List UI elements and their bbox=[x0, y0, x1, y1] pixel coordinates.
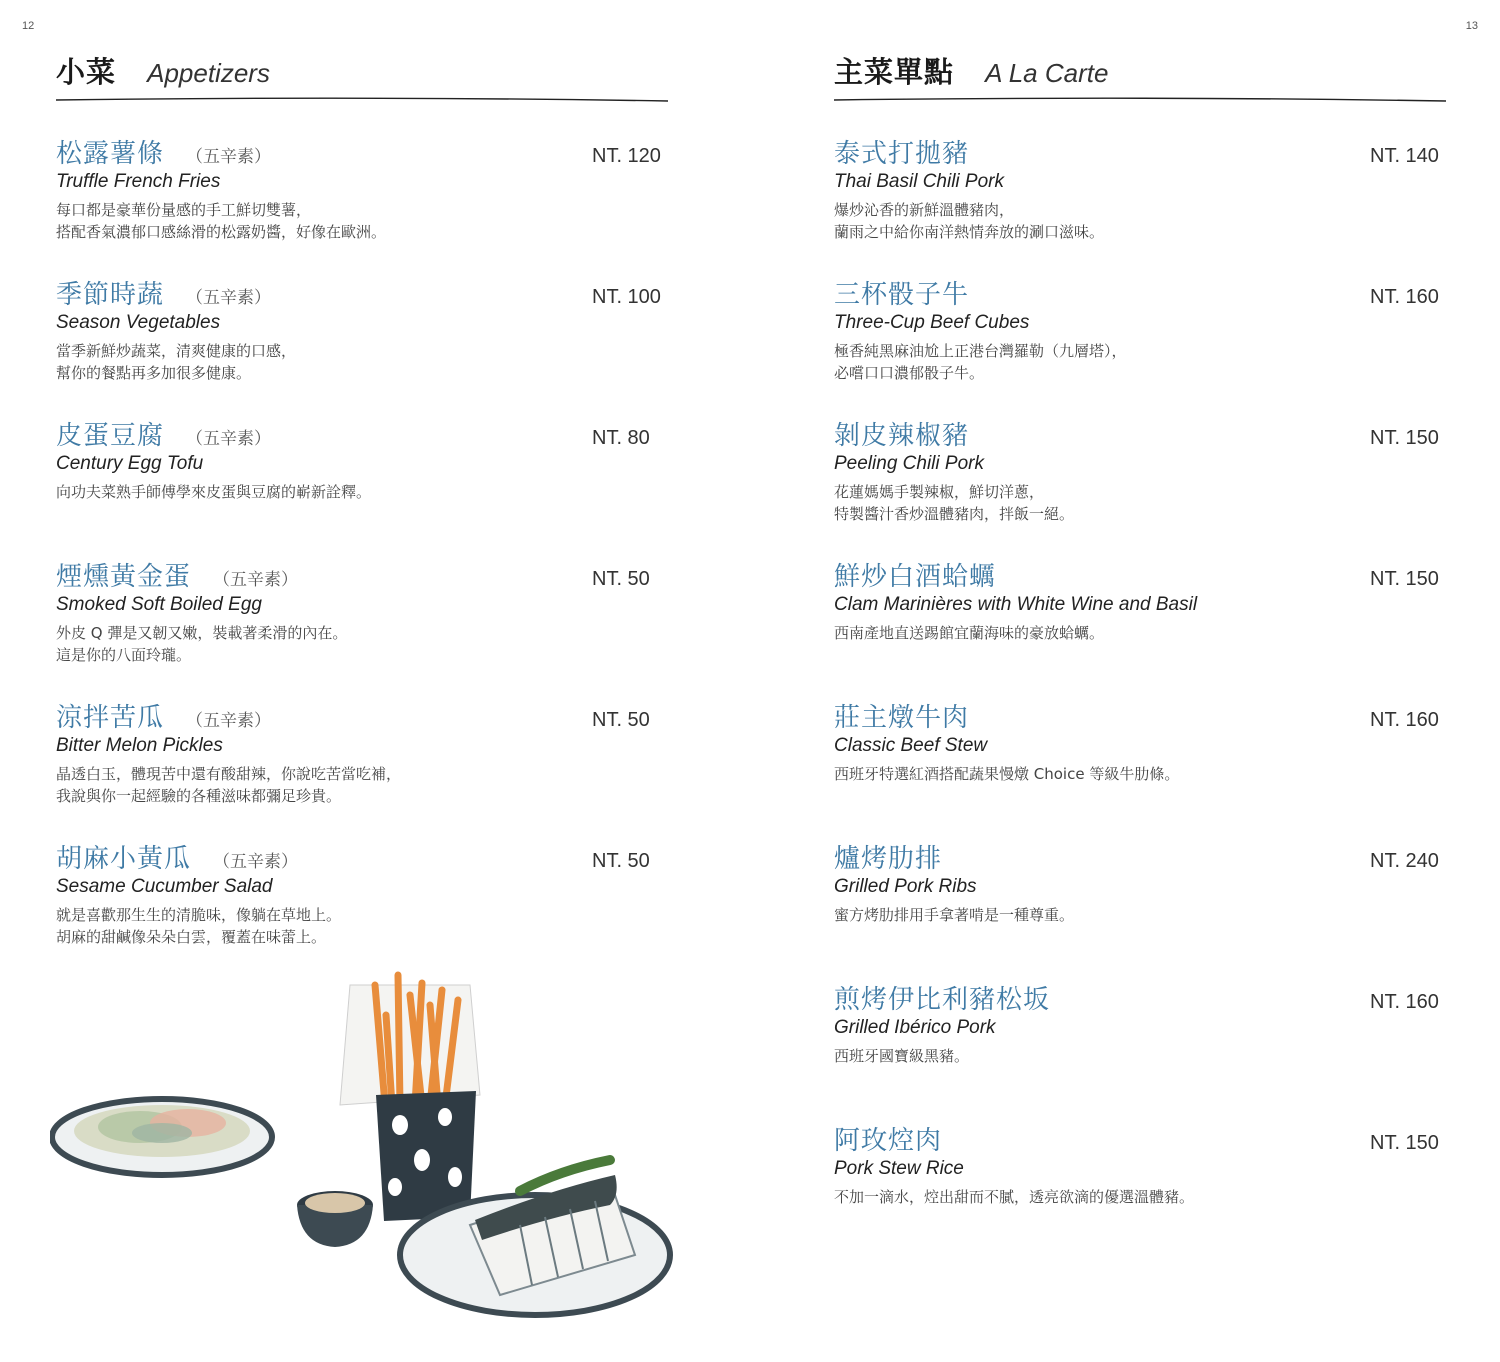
item-description: 花蓮媽媽手製辣椒，鮮切洋蔥， 特製醬汁香炒溫體豬肉，拌飯一絕。 bbox=[834, 483, 1075, 523]
item-price: NT. 50 bbox=[592, 850, 650, 872]
item-tag: （五辛素） bbox=[186, 288, 272, 308]
item-price: NT. 150 bbox=[1370, 568, 1439, 590]
header-rule bbox=[834, 92, 1454, 106]
menu-item bbox=[834, 133, 1444, 243]
item-name-en: Three-Cup Beef Cubes bbox=[834, 312, 1030, 333]
item-price: NT. 240 bbox=[1370, 850, 1439, 872]
item-name-zh: 三杯骰子牛 bbox=[834, 280, 970, 310]
item-price: NT. 150 bbox=[1370, 427, 1439, 449]
item-name-en: Grilled Pork Ribs bbox=[834, 876, 977, 897]
item-price: NT. 50 bbox=[592, 709, 650, 731]
item-description: 外皮 Q 彈是又韌又嫩，裝載著柔滑的內在。 這是你的八面玲瓏。 bbox=[56, 624, 348, 664]
item-name-en: Peeling Chili Pork bbox=[834, 453, 984, 474]
item-price: NT. 50 bbox=[592, 568, 650, 590]
salad-plate-illustration bbox=[52, 1099, 272, 1175]
fries-cup-illustration bbox=[340, 975, 480, 1221]
food-illustration bbox=[50, 955, 680, 1335]
menu-item bbox=[56, 274, 666, 384]
item-description: 爆炒沁香的新鮮溫體豬肉， 蘭雨之中給你南洋熱情奔放的涮口滋味。 bbox=[834, 201, 1105, 241]
item-name-zh: 莊主燉牛肉 bbox=[834, 703, 970, 733]
menu-item bbox=[56, 697, 666, 807]
item-description: 當季新鮮炒蔬菜，清爽健康的口感， 幫你的餐點再多加很多健康。 bbox=[56, 342, 297, 382]
header-rule bbox=[56, 92, 676, 106]
item-name-zh: 阿玫焢肉 bbox=[834, 1126, 943, 1156]
section-title-zh: 小菜 bbox=[56, 55, 117, 89]
item-description: 每口都是豪華份量感的手工鮮切雙薯， 搭配香氣濃郁口感絲滑的松露奶醬，好像在歐洲。 bbox=[56, 201, 387, 241]
section-title-en: A La Carte bbox=[985, 58, 1109, 88]
item-description: 蜜方烤肋排用手拿著啃是一種尊重。 bbox=[834, 906, 1075, 924]
item-name-zh: 煎烤伊比利豬松坂 bbox=[834, 985, 1051, 1015]
section-header-appetizers bbox=[56, 50, 270, 91]
menu-item bbox=[56, 133, 666, 243]
item-description: 晶透白玉，體現苦中還有酸甜辣，你說吃苦當吃補， 我說與你一起經驗的各種滋味都彌足珍貴。 bbox=[56, 765, 402, 805]
item-name-en: Smoked Soft Boiled Egg bbox=[56, 594, 262, 615]
item-tag: （五辛素） bbox=[186, 429, 272, 449]
menu-item bbox=[834, 556, 1444, 644]
item-name-en: Thai Basil Chili Pork bbox=[834, 171, 1004, 192]
item-tag: （五辛素） bbox=[213, 852, 299, 872]
page-number-right: 13 bbox=[1465, 20, 1478, 32]
menu-item bbox=[834, 1120, 1444, 1208]
menu-item bbox=[834, 274, 1444, 384]
item-description: 西班牙國寶級黑豬。 bbox=[834, 1047, 970, 1065]
section-header-a-la-carte bbox=[834, 50, 1108, 91]
item-description: 不加一滴水，焢出甜而不膩，透亮欲滴的優選溫體豬。 bbox=[834, 1188, 1195, 1206]
item-price: NT. 160 bbox=[1370, 991, 1439, 1013]
item-name-zh: 爐烤肋排 bbox=[834, 844, 943, 874]
item-name-en: Grilled Ibérico Pork bbox=[834, 1017, 996, 1038]
menu-item bbox=[834, 697, 1444, 785]
page-number-left: 12 bbox=[22, 20, 35, 32]
item-name-zh: 胡麻小黃瓜 bbox=[56, 844, 192, 874]
item-name-en: Clam Marinières with White Wine and Basil bbox=[834, 594, 1198, 615]
item-name-zh: 鮮炒白酒蛤蠣 bbox=[834, 562, 997, 592]
menu-item bbox=[834, 979, 1444, 1067]
menu-item bbox=[56, 415, 666, 503]
sauce-bowl-illustration bbox=[297, 1191, 373, 1247]
item-name-en: Classic Beef Stew bbox=[834, 735, 988, 756]
item-name-en: Bitter Melon Pickles bbox=[56, 735, 223, 756]
item-price: NT. 160 bbox=[1370, 286, 1439, 308]
item-description: 西南產地直送踢館宜蘭海味的豪放蛤蠣。 bbox=[834, 624, 1105, 642]
item-description: 向功夫菜熟手師傅學來皮蛋與豆腐的嶄新詮釋。 bbox=[56, 483, 372, 501]
item-name-en: Century Egg Tofu bbox=[56, 453, 204, 474]
item-name-zh: 皮蛋豆腐 bbox=[56, 421, 165, 451]
item-price: NT. 80 bbox=[592, 427, 650, 449]
item-tag: （五辛素） bbox=[213, 570, 299, 590]
menu-item bbox=[56, 556, 666, 666]
item-description: 極香純黑麻油尬上正港台灣羅勒（九層塔）， 必嚐口口濃郁骰子牛。 bbox=[834, 342, 1127, 382]
item-name-zh: 季節時蔬 bbox=[56, 280, 165, 310]
menu-item bbox=[834, 838, 1444, 926]
item-description: 西班牙特選紅酒搭配蔬果慢燉 Choice 等級牛肋條。 bbox=[834, 765, 1180, 783]
item-tag: （五辛素） bbox=[186, 147, 272, 167]
item-price: NT. 150 bbox=[1370, 1132, 1439, 1154]
item-name-en: Pork Stew Rice bbox=[834, 1158, 964, 1179]
item-price: NT. 100 bbox=[592, 286, 661, 308]
section-title-zh: 主菜單點 bbox=[834, 55, 955, 89]
item-name-en: Sesame Cucumber Salad bbox=[56, 876, 273, 897]
item-name-zh: 泰式打拋豬 bbox=[834, 139, 970, 169]
item-name-zh: 松露薯條 bbox=[56, 139, 165, 169]
item-name-en: Truffle French Fries bbox=[56, 171, 221, 192]
item-price: NT. 120 bbox=[592, 145, 661, 167]
item-name-zh: 涼拌苦瓜 bbox=[56, 703, 165, 733]
item-description: 就是喜歡那生生的清脆味，像躺在草地上。 胡麻的甜鹹像朵朵白雲，覆蓋在味蕾上。 bbox=[56, 906, 342, 946]
menu-item bbox=[56, 838, 666, 948]
item-name-zh: 煙燻黃金蛋 bbox=[56, 562, 192, 592]
item-name-en: Season Vegetables bbox=[56, 312, 221, 333]
item-name-zh: 剝皮辣椒豬 bbox=[834, 421, 970, 451]
menu-item bbox=[834, 415, 1444, 525]
item-price: NT. 140 bbox=[1370, 145, 1439, 167]
item-tag: （五辛素） bbox=[186, 711, 272, 731]
section-title-en: Appetizers bbox=[147, 58, 270, 88]
item-price: NT. 160 bbox=[1370, 709, 1439, 731]
